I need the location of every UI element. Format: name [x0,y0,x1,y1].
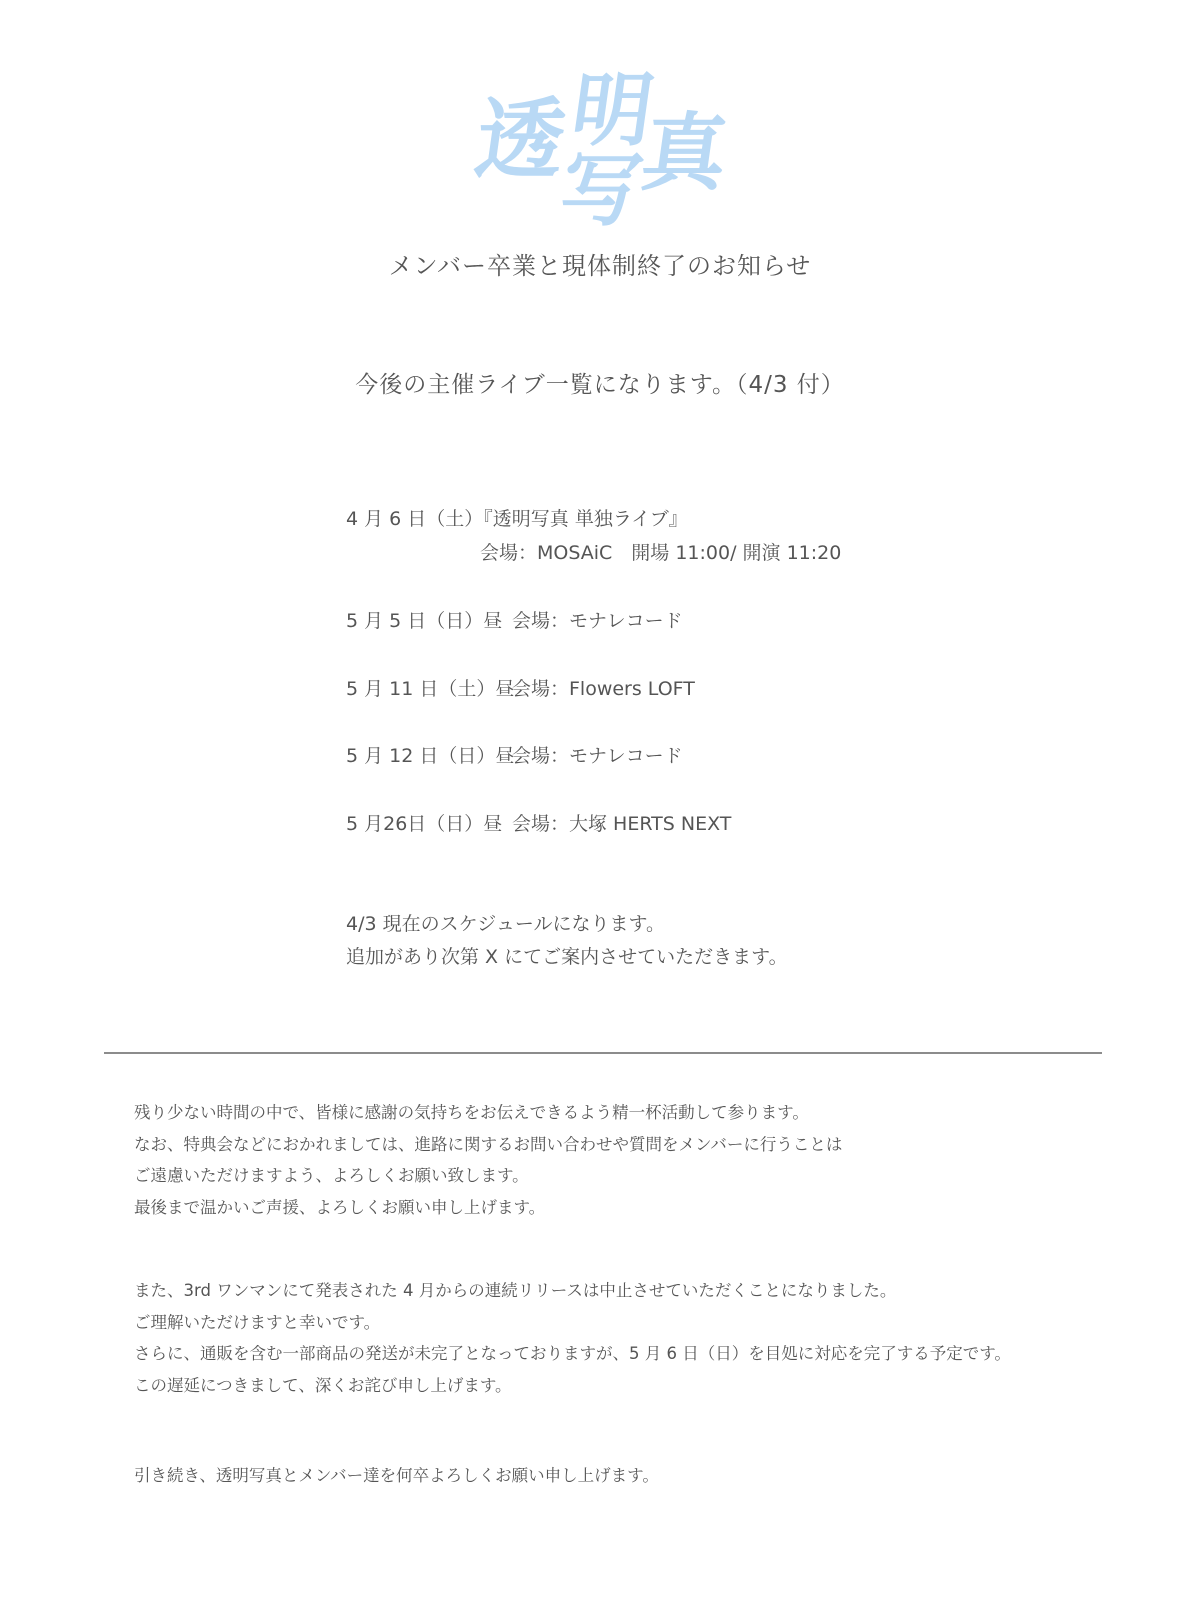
logo-char-3: 写 [554,143,648,237]
paragraph-line: ご理解いただけますと幸いです。 [134,1312,381,1332]
logo-char-2: 明 [566,63,660,157]
schedule-date: 5 月26日（日）昼 [346,813,503,835]
schedule-note [346,908,788,974]
schedule-date: 5 月 11 日（土）昼 [346,678,515,700]
section-divider [104,1052,1102,1054]
note-line: 追加があり次第 X にてご案内させていただきます。 [346,946,788,968]
schedule-item [346,606,683,633]
schedule-item-1-title: 4 月 6 日（土）『透明写真 単独ライブ』 [346,508,688,530]
paragraph-line: なお、特典会などにおかれましては、進路に関するお問い合わせや質問をメンバーに行うことは [134,1134,843,1154]
message-paragraph-1 [134,1097,842,1223]
note-line: 4/3 現在のスケジュールになります。 [346,913,665,935]
logo [469,58,740,237]
logo-char-4: 真 [635,104,734,202]
schedule-heading: 今後の主催ライブ一覧になります。（4/3 付） [355,372,845,398]
schedule-venue: 会場：Flowers LOFT [512,678,695,700]
message-paragraph-2 [134,1275,1011,1401]
paragraph-line: また、3rd ワンマンにて発表された 4 月からの連続リリースは中止させていただくことになりました。 [134,1281,897,1300]
paragraph-line: 引き続き、透明写真とメンバー達を何卒よろしくお願い申し上げます。 [134,1466,659,1485]
paragraph-line: さらに、通販を含む一部商品の発送が未完了となっておりますが、5 月 6 日（日）を目処に対応を完了する予定です。 [134,1344,1011,1363]
schedule-date: 5 月 12 日（日）昼 [346,745,515,767]
schedule-item [346,809,731,836]
paragraph-line: 残り少ない時間の中で、皆様に感謝の気持ちをお伝えできるよう精一杯活動して参ります。 [134,1103,809,1122]
paragraph-line: 最後まで温かいご声援、よろしくお願い申し上げます。 [134,1197,546,1217]
message-paragraph-3 [134,1460,659,1492]
schedule-date: 5 月 5 日（日）昼 [346,610,503,632]
schedule-venue: 会場：モナレコード [512,610,683,632]
paragraph-line: ご遠慮いただけますよう、よろしくお願い致します。 [134,1166,529,1185]
schedule-venue: 会場：大塚 HERTS NEXT [512,813,732,835]
schedule-venue: 会場：モナレコード [512,745,683,767]
page-title: メンバー卒業と現体制終了のお知らせ [388,252,812,280]
paragraph-line: この遅延につきまして、深くお詫び申し上げます。 [134,1375,512,1395]
schedule-item-1-venue: 会場：MOSAiC 開場 11:00/ 開演 11:20 [480,542,842,564]
logo-char-1: 透 [469,88,572,191]
schedule-item [346,674,695,701]
schedule-item [346,741,683,768]
